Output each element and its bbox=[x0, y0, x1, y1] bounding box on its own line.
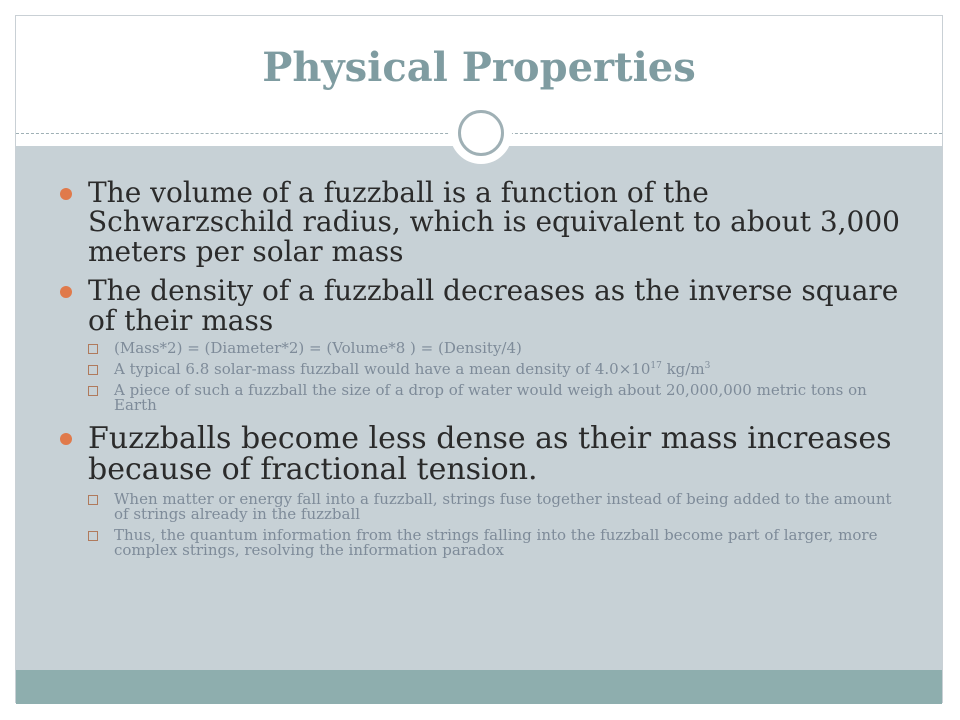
unit-text: kg/m bbox=[661, 359, 705, 378]
square-bullet-icon bbox=[88, 386, 98, 396]
sub-bullet-item bbox=[88, 359, 910, 378]
bullet-item bbox=[60, 276, 910, 413]
sub-bullet-text: Thus, the quantum information from the strings falling into the fuzzball become part of larger, more complex strings, resolving the information paradox bbox=[114, 525, 878, 559]
bullet-list bbox=[60, 178, 910, 568]
bullet-text: Fuzzballs become less dense as their mass increases because of fractional tension. bbox=[88, 420, 892, 488]
ring-shape bbox=[458, 110, 504, 156]
exponent: 17 bbox=[650, 360, 662, 371]
bullet-text: The density of a fuzzball decreases as the inverse square of their mass bbox=[88, 274, 899, 337]
sub-bullet-list bbox=[88, 338, 910, 414]
sub-bullet-item bbox=[88, 489, 910, 523]
sub-bullet-item bbox=[88, 338, 910, 357]
slide-title: Physical Properties bbox=[262, 44, 696, 91]
square-bullet-icon bbox=[88, 495, 98, 505]
circle-ornament-icon bbox=[450, 102, 512, 164]
bullet-dot-icon bbox=[60, 188, 72, 200]
sub-bullet-list bbox=[88, 489, 910, 559]
sub-bullet-text: (Mass*2) = (Diameter*2) = (Volume*8 ) = (Density/4) bbox=[114, 338, 522, 357]
square-bullet-icon bbox=[88, 344, 98, 354]
sub-bullet-item bbox=[88, 525, 910, 559]
bullet-item bbox=[60, 178, 910, 266]
sub-bullet-text: A typical 6.8 solar-mass fuzzball would have a mean density of 4.0×10 bbox=[114, 359, 651, 378]
bullet-item bbox=[60, 420, 910, 559]
square-bullet-icon bbox=[88, 531, 98, 541]
footer-band bbox=[16, 670, 942, 704]
bullet-dot-icon bbox=[60, 286, 72, 298]
bullet-text: The volume of a fuzzball is a function of the Schwarzschild radius, which is equivalent to about 3,000 meters per solar mass bbox=[88, 176, 900, 268]
sub-bullet-text: A piece of such a fuzzball the size of a drop of water would weigh about 20,000,000 metric tons on Earth bbox=[114, 380, 867, 414]
bullet-dot-icon bbox=[60, 433, 72, 445]
sub-bullet-text: When matter or energy fall into a fuzzball, strings fuse together instead of being added to the amount of strings already in the fuzzball bbox=[114, 489, 892, 523]
sub-bullet-item bbox=[88, 380, 910, 414]
square-bullet-icon bbox=[88, 365, 98, 375]
unit-exponent: 3 bbox=[704, 360, 711, 371]
